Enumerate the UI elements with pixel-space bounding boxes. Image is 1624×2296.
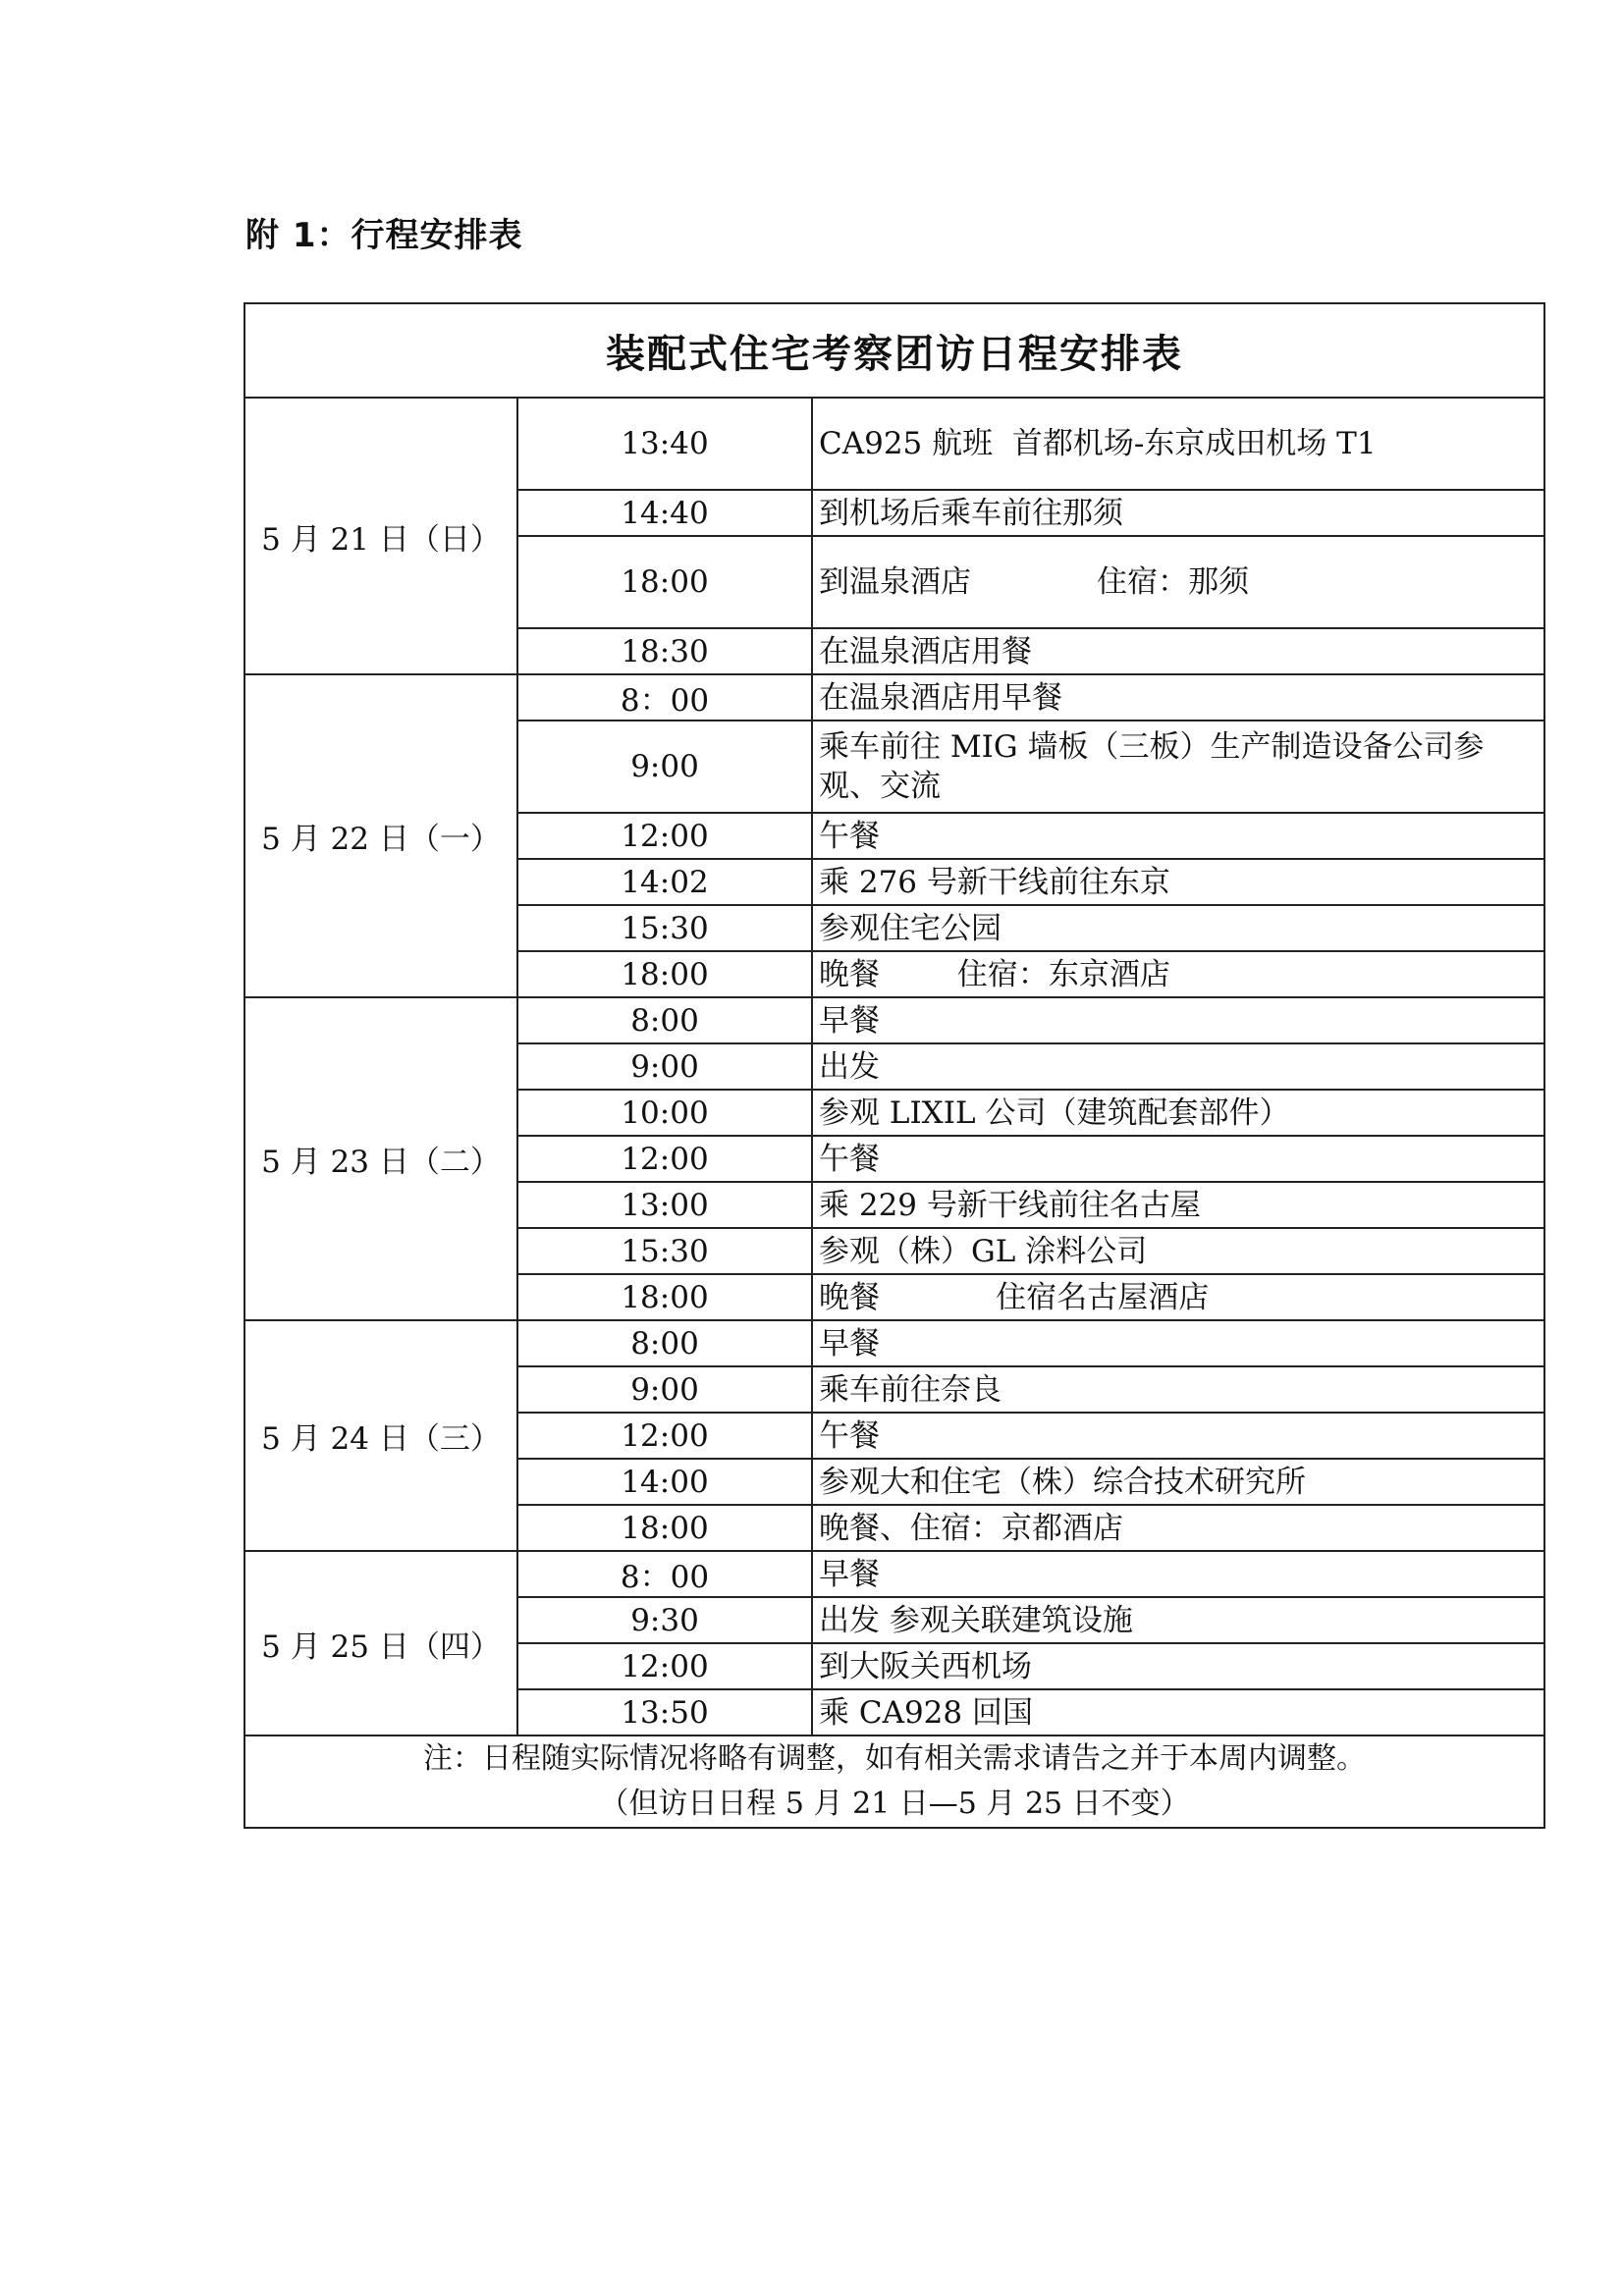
- time-cell: 18:30: [517, 628, 812, 674]
- table-row: [244, 997, 1544, 1043]
- activity-cell: CA925 航班 首都机场-东京成田机场 T1: [812, 398, 1544, 490]
- time-cell: 8:00: [517, 1320, 812, 1366]
- time-cell: 14:02: [517, 859, 812, 905]
- time-cell: 18:00: [517, 1505, 812, 1551]
- activity-cell: 晚餐 住宿：东京酒店: [812, 951, 1544, 997]
- time-cell: 12:00: [517, 1413, 812, 1459]
- table-note: [244, 1735, 1544, 1828]
- activity-cell: 午餐: [812, 1136, 1544, 1182]
- activity-cell: 午餐: [812, 813, 1544, 859]
- activity-cell: 到机场后乘车前往那须: [812, 490, 1544, 536]
- time-cell: 8：00: [517, 674, 812, 721]
- activity-cell: 早餐: [812, 1320, 1544, 1366]
- time-cell: 12:00: [517, 1136, 812, 1182]
- time-cell: 9:00: [517, 1043, 812, 1090]
- activity-cell: 早餐: [812, 1551, 1544, 1597]
- time-cell: 13:00: [517, 1182, 812, 1228]
- activity-cell: 参观大和住宅（株）综合技术研究所: [812, 1459, 1544, 1505]
- activity-cell: 到温泉酒店 住宿：那须: [812, 536, 1544, 628]
- day-date-cell: 5 月 23 日（二）: [244, 997, 517, 1320]
- activity-cell: 出发 参观关联建筑设施: [812, 1597, 1544, 1643]
- activity-cell: 晚餐、住宿：京都酒店: [812, 1505, 1544, 1551]
- day-date-cell: 5 月 24 日（三）: [244, 1320, 517, 1551]
- day-date-cell: 5 月 21 日（日）: [244, 398, 517, 674]
- time-cell: 9:00: [517, 1366, 812, 1413]
- activity-cell: 早餐: [812, 997, 1544, 1043]
- activity-cell: 乘 CA928 回国: [812, 1689, 1544, 1735]
- activity-cell: 午餐: [812, 1413, 1544, 1459]
- table-row: [244, 1320, 1544, 1366]
- table-row: [244, 1551, 1544, 1597]
- time-cell: 8：00: [517, 1551, 812, 1597]
- time-cell: 12:00: [517, 813, 812, 859]
- schedule-body: [244, 398, 1544, 1735]
- time-cell: 15:30: [517, 905, 812, 951]
- time-cell: 10:00: [517, 1090, 812, 1136]
- note-line-2: （但访日日程 5 月 21 日—5 月 25 日不变）: [599, 1787, 1190, 1821]
- note-line-1: 注：日程随实际情况将略有调整，如有相关需求请告之并于本周内调整。: [423, 1741, 1367, 1776]
- page-heading: 附 1：行程安排表: [245, 216, 523, 255]
- activity-cell: 参观住宅公园: [812, 905, 1544, 951]
- time-cell: 18:00: [517, 951, 812, 997]
- time-cell: 14:00: [517, 1459, 812, 1505]
- activity-cell: 出发: [812, 1043, 1544, 1090]
- activity-cell: 乘车前往奈良: [812, 1366, 1544, 1413]
- time-cell: 13:50: [517, 1689, 812, 1735]
- time-cell: 18:00: [517, 1274, 812, 1320]
- time-cell: 14:40: [517, 490, 812, 536]
- activity-cell: 到大阪关西机场: [812, 1643, 1544, 1689]
- day-date-cell: 5 月 25 日（四）: [244, 1551, 517, 1735]
- activity-cell: 参观 LIXIL 公司（建筑配套部件）: [812, 1090, 1544, 1136]
- time-cell: 9:30: [517, 1597, 812, 1643]
- activity-cell: 晚餐 住宿名古屋酒店: [812, 1274, 1544, 1320]
- activity-cell: 乘车前往 MIG 墙板（三板）生产制造设备公司参观、交流: [812, 721, 1544, 813]
- schedule-table: [244, 302, 1545, 1829]
- time-cell: 9:00: [517, 721, 812, 813]
- time-cell: 18:00: [517, 536, 812, 628]
- activity-cell: 乘 276 号新干线前往东京: [812, 859, 1544, 905]
- table-row: [244, 398, 1544, 490]
- activity-cell: 在温泉酒店用早餐: [812, 674, 1544, 721]
- time-cell: 13:40: [517, 398, 812, 490]
- activity-cell: 乘 229 号新干线前往名古屋: [812, 1182, 1544, 1228]
- table-title: 装配式住宅考察团访日程安排表: [244, 303, 1544, 398]
- time-cell: 15:30: [517, 1228, 812, 1274]
- activity-cell: 参观（株）GL 涂料公司: [812, 1228, 1544, 1274]
- activity-cell: 在温泉酒店用餐: [812, 628, 1544, 674]
- table-row: [244, 674, 1544, 721]
- time-cell: 12:00: [517, 1643, 812, 1689]
- time-cell: 8:00: [517, 997, 812, 1043]
- day-date-cell: 5 月 22 日（一）: [244, 674, 517, 997]
